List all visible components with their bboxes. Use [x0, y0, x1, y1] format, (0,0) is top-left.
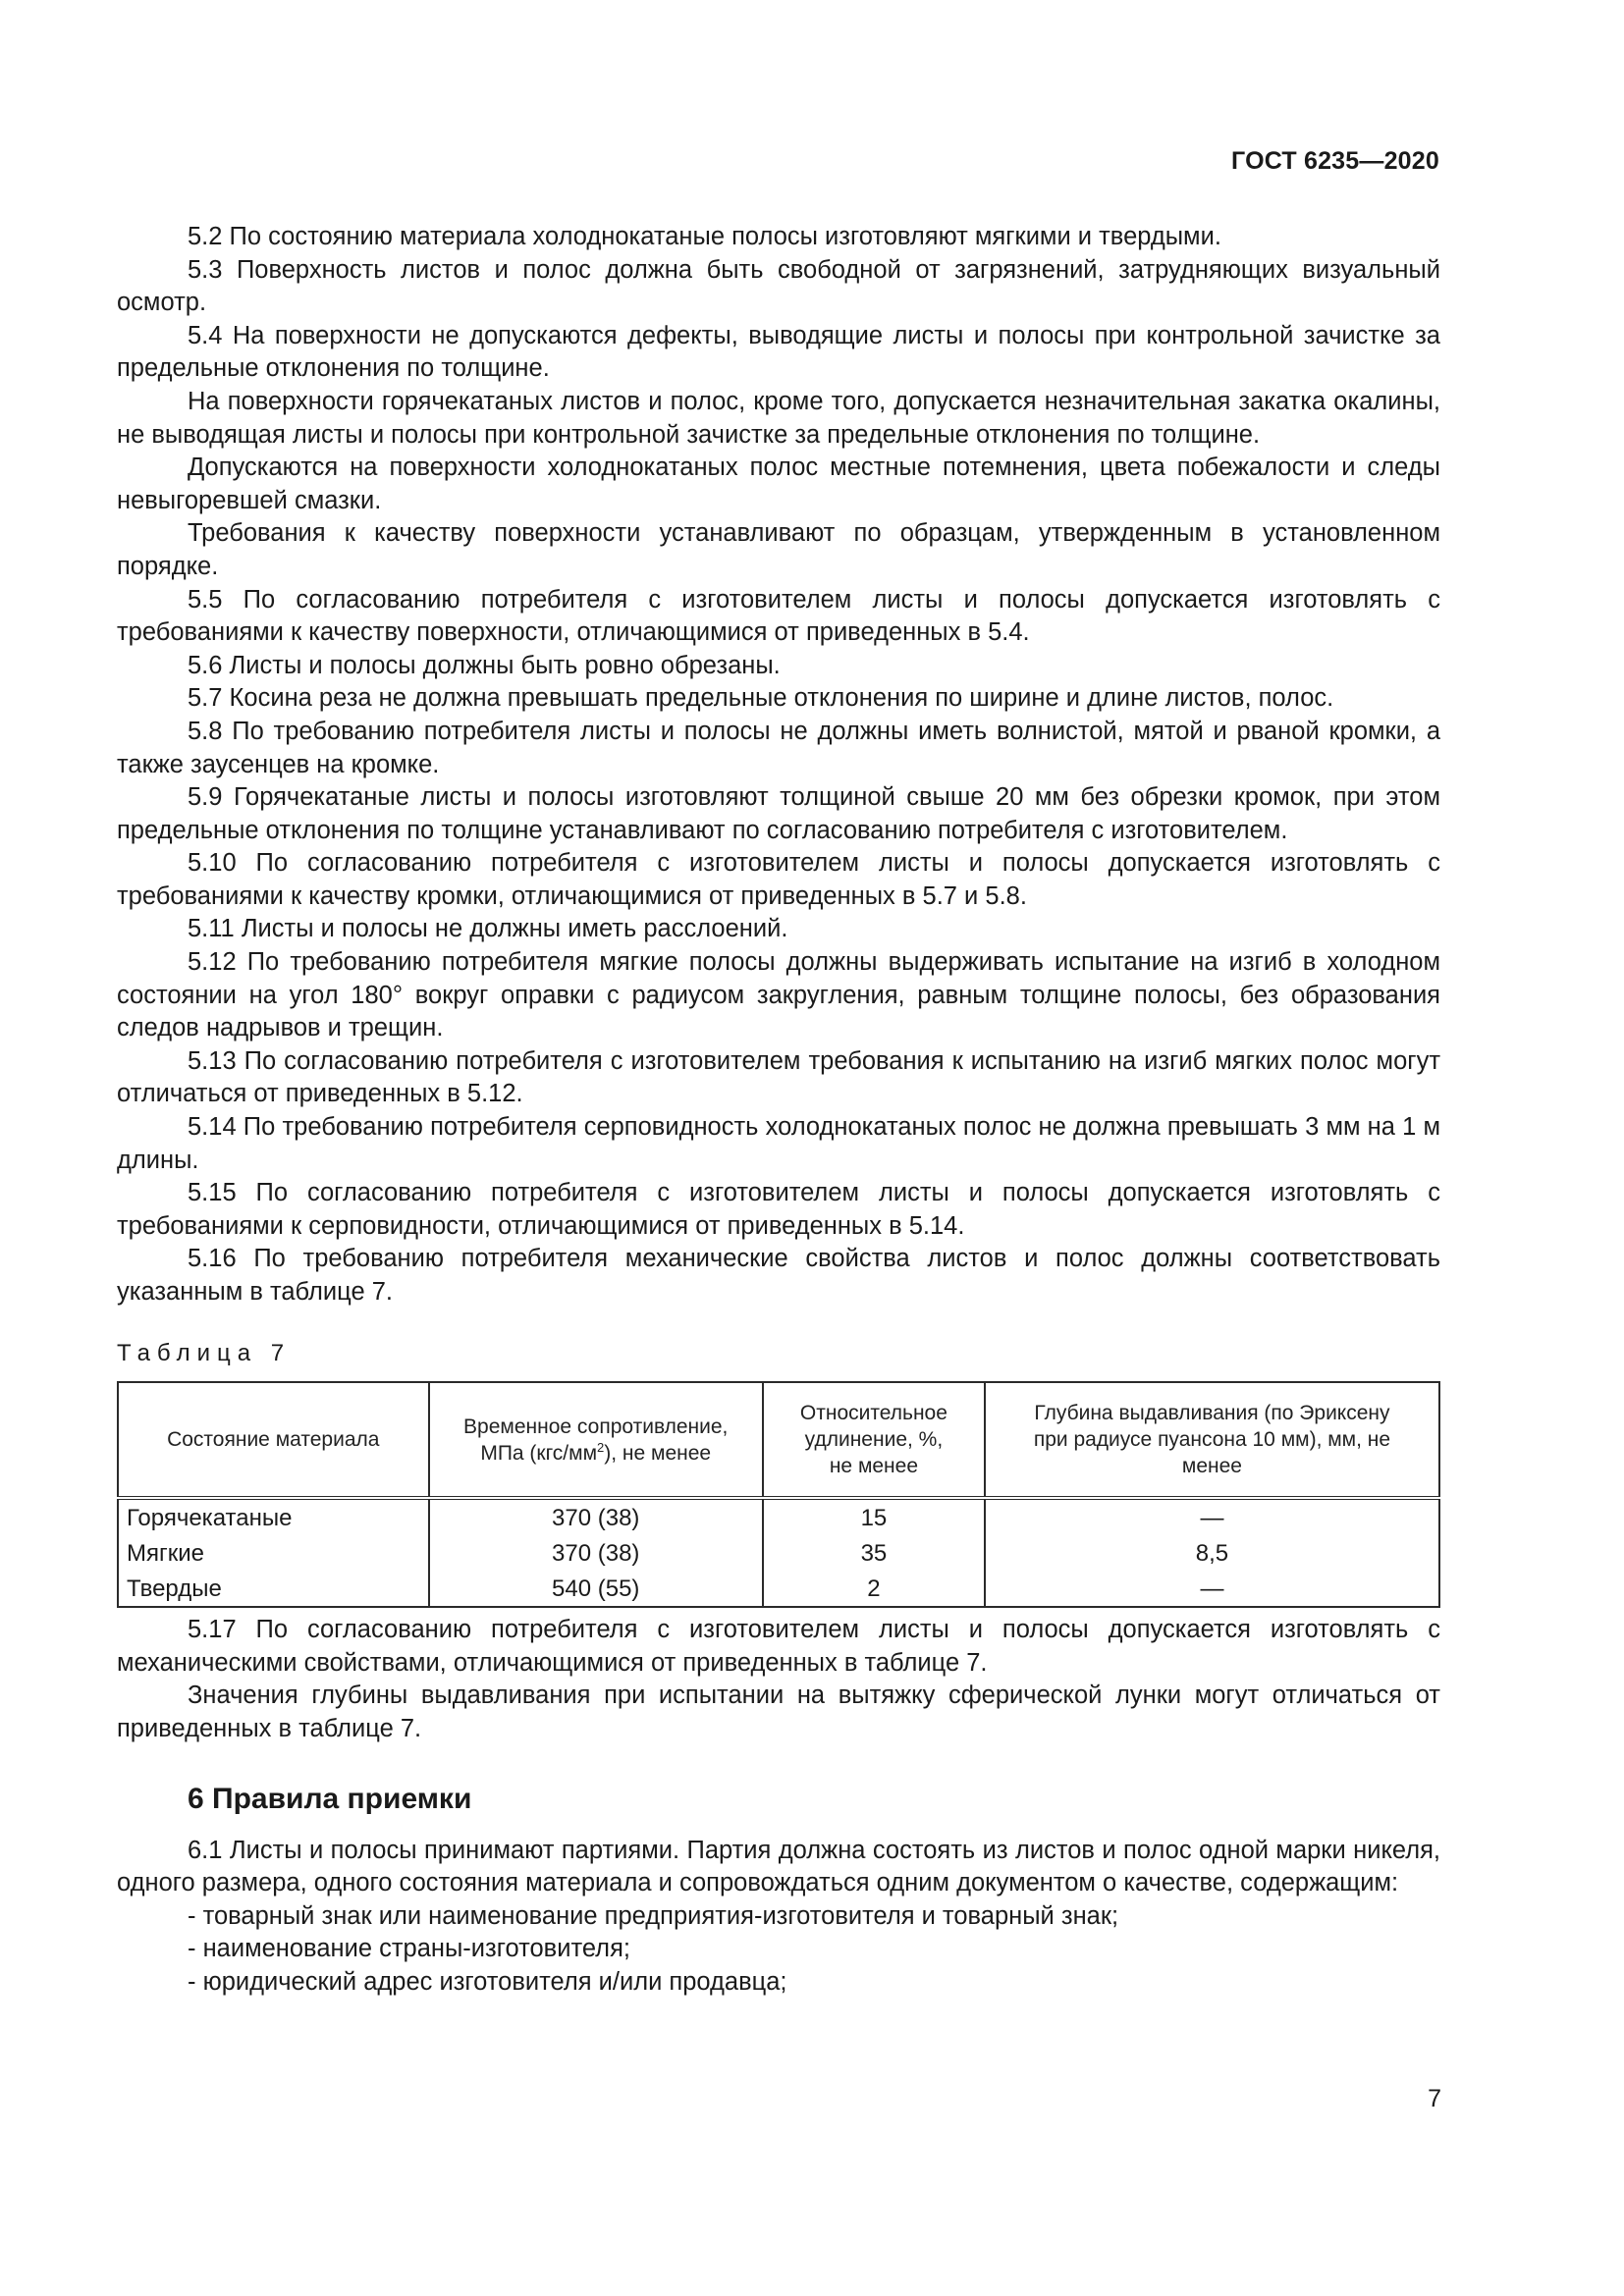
table-row: [118, 1535, 1439, 1571]
header-tensile-line2-post: ), не менее: [604, 1441, 712, 1465]
paragraph: 5.2 По состоянию материала холоднокатаные полосы изготовляют мягкими и твердыми.: [188, 223, 1221, 250]
list-item: - юридический адрес изготовителя и/или продавца;: [188, 1967, 787, 1996]
header-tensile-line2-pre: МПа (кгс/мм: [480, 1441, 598, 1465]
cell-tensile: 540 (55): [429, 1571, 763, 1607]
paragraph: Значения глубины выдавливания при испытании на вытяжку сферической лунки могут отличаться от приведенных в таблице 7.: [117, 1682, 1440, 1742]
paragraph: 5.17 По согласованию потребителя с изготовителем листы и полосы допускается изготовлять с механическими свойствами, отличающимися от приведенных в таблице 7.: [117, 1616, 1440, 1677]
table-header-row: [118, 1382, 1439, 1498]
table-row: [118, 1571, 1439, 1607]
table-caption: Таблица 7: [117, 1339, 292, 1366]
cell-state: Мягкие: [118, 1535, 429, 1571]
paragraph: 5.6 Листы и полосы должны быть ровно обрезаны.: [188, 651, 781, 679]
cell-depth: 8,5: [985, 1535, 1439, 1571]
paragraph: На поверхности горячекатаных листов и полос, кроме того, допускается незначительная закатка окалины, не выводящая листы и полосы при контрольной зачистке за предельные отклонения по толщине.: [117, 387, 1440, 449]
paragraph: 5.11 Листы и полосы не должны иметь расслоений.: [188, 915, 788, 943]
page-number: 7: [1428, 2085, 1441, 2112]
paragraph: 5.5 По согласованию потребителя с изготовителем листы и полосы допускается изготовлять с требованиями к качеству поверхности, отличающимися от приведенных в 5.4.: [117, 585, 1440, 647]
paragraph: 5.3 Поверхность листов и полос должна быть свободной от загрязнений, затрудняющих визуальный осмотр.: [117, 255, 1440, 317]
properties-table: [117, 1381, 1440, 1608]
list-item: - товарный знак или наименование предприятия-изготовителя и товарный знак;: [188, 1901, 1119, 1930]
cell-elongation: 15: [763, 1498, 985, 1535]
cell-state: Горячекатаные: [118, 1498, 429, 1535]
cell-tensile: 370 (38): [429, 1535, 763, 1571]
paragraph: 5.14 По требованию потребителя серповидность холоднокатаных полос не должна превышать 3 мм на 1 м длины.: [117, 1113, 1440, 1174]
header-state: Состояние материала: [118, 1382, 429, 1498]
section-title: 6 Правила приемки: [188, 1782, 472, 1815]
paragraph: 5.8 По требованию потребителя листы и полосы не должны иметь волнистой, мятой и рваной кромки, а также заусенцев на кромке.: [117, 717, 1440, 778]
table-row: [118, 1498, 1439, 1535]
cell-elongation: 35: [763, 1535, 985, 1571]
paragraph: 6.1 Листы и полосы принимают партиями. Партия должна состоять из листов и полос одной марки никеля, одного размера, одного состояния материала и сопровождаться одним документом о качестве, содержащим:: [117, 1836, 1440, 1897]
document-header: ГОСТ 6235—2020: [1231, 147, 1439, 175]
paragraph: Допускаются на поверхности холоднокатаных полос местные потемнения, цвета побежалости и следы невыгоревшей смазки.: [117, 454, 1440, 514]
paragraph: Требования к качеству поверхности устанавливают по образцам, утвержденным в установленном порядке.: [117, 519, 1440, 580]
header-elongation: Относительное удлинение, %, не менее: [763, 1382, 985, 1498]
cell-state: Твердые: [118, 1571, 429, 1607]
header-tensile: [429, 1382, 763, 1498]
header-tensile-sup: 2: [597, 1439, 605, 1455]
paragraph: 5.16 По требованию потребителя механические свойства листов и полос должны соответствовать указанным в таблице 7.: [117, 1245, 1440, 1306]
cell-depth: —: [985, 1571, 1439, 1607]
cell-elongation: 2: [763, 1571, 985, 1607]
paragraph: 5.15 По согласованию потребителя с изготовителем листы и полосы допускается изготовлять с требованиями к серповидности, отличающимися от приведенных в 5.14.: [117, 1179, 1440, 1240]
paragraph: 5.10 По согласованию потребителя с изготовителем листы и полосы допускается изготовлять с требованиями к качеству кромки, отличающимися от приведенных в 5.7 и 5.8.: [117, 849, 1440, 910]
cell-tensile: 370 (38): [429, 1498, 763, 1535]
paragraph: 5.4 На поверхности не допускаются дефекты, выводящие листы и полосы при контрольной зачистке за предельные отклонения по толщине.: [117, 321, 1440, 383]
table-container: [117, 1381, 1440, 1608]
paragraph: 5.12 По требованию потребителя мягкие полосы должны выдерживать испытание на изгиб в холодном состоянии на угол 180° вокруг оправки с радиусом закругления, равным толщине полосы, без образования следов надрывов и трещин.: [117, 948, 1440, 1042]
paragraph: 5.13 По согласованию потребителя с изготовителем требования к испытанию на изгиб мягких полос могут отличаться от приведенных в 5.12.: [117, 1046, 1440, 1108]
list-item: - наименование страны-изготовителя;: [188, 1935, 630, 1963]
cell-depth: —: [985, 1498, 1439, 1535]
paragraph: 5.9 Горячекатаные листы и полосы изготовляют толщиной свыше 20 мм без обрезки кромок, при этом предельные отклонения по толщине устанавливают по согласованию потребителя с изготовителем.: [117, 783, 1440, 844]
header-depth: Глубина выдавливания (по Эриксену при радиусе пуансона 10 мм), мм, не менее: [985, 1382, 1439, 1498]
page-body: [117, 221, 1440, 2000]
paragraph: 5.7 Косина реза не должна превышать предельные отклонения по ширине и длине листов, полос.: [188, 684, 1334, 713]
header-tensile-line1: Временное сопротивление,: [463, 1415, 729, 1438]
